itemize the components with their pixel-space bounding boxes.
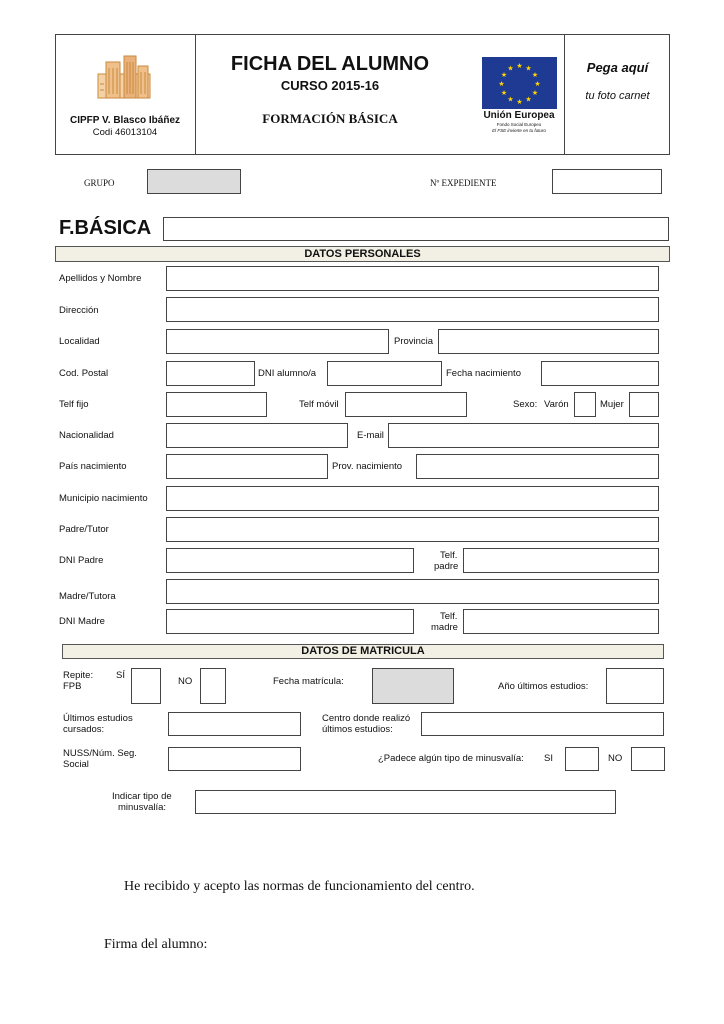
eu-flag-logo [482, 57, 557, 109]
grupo-label: GRUPO [84, 178, 115, 188]
telf-madre-label-2: madre [431, 622, 458, 633]
repite-si-checkbox[interactable] [131, 668, 161, 704]
provincia-label: Provincia [394, 336, 434, 347]
fecha-nacimiento-label: Fecha nacimiento [446, 368, 521, 379]
madre-tutora-label: Madre/Tutora [59, 591, 116, 602]
dni-padre-field[interactable] [166, 548, 414, 573]
fecha-matricula-label: Fecha matrícula: [273, 676, 344, 687]
minusvalia-label: ¿Padece algún tipo de minusvalía: [378, 753, 524, 764]
email-label: E-mail [357, 430, 384, 441]
provincia-field[interactable] [438, 329, 659, 354]
section-datos-personales: DATOS PERSONALES [55, 246, 670, 262]
cod-postal-field[interactable] [166, 361, 255, 386]
expediente-label: Nº EXPEDIENTE [430, 178, 497, 188]
telf-movil-field[interactable] [345, 392, 467, 417]
eu-name: Unión Europea [483, 110, 555, 121]
section-datos-matricula: DATOS DE MATRICULA [62, 644, 664, 659]
school-code: Codi 46013104 [92, 127, 158, 138]
municipio-nacimiento-field[interactable] [166, 486, 659, 511]
nuss-field[interactable] [168, 747, 301, 771]
dni-alumno-label: DNI alumno/a [258, 368, 317, 379]
repite-no-checkbox[interactable] [200, 668, 226, 704]
apellidos-label: Apellidos y Nombre [59, 273, 142, 284]
photo-instruction: Pega aquí [586, 60, 649, 75]
eu-fund: Fondo Social Europeo [496, 122, 542, 127]
anio-estudios-field[interactable] [606, 668, 664, 704]
dni-madre-field[interactable] [166, 609, 414, 634]
telf-madre-field[interactable] [463, 609, 659, 634]
eu-motto: El FSE invierte en tu futuro [492, 128, 546, 133]
telf-fijo-label: Telf fijo [59, 399, 89, 410]
email-field[interactable] [388, 423, 659, 448]
firma-alumno-label: Firma del alumno: [104, 937, 208, 952]
localidad-field[interactable] [166, 329, 389, 354]
nacionalidad-field[interactable] [166, 423, 348, 448]
prov-nacimiento-label: Prov. nacimiento [332, 461, 403, 472]
svg-text:★: ★ [531, 71, 539, 79]
fb-label: F.BÁSICA [59, 217, 152, 239]
tipo-minusvalia-field[interactable] [195, 790, 616, 814]
tipo-minusvalia-label-2: minusvalía: [118, 802, 167, 813]
fb-field[interactable] [163, 217, 669, 241]
nuss-label-2: Social [63, 759, 89, 770]
padre-tutor-field[interactable] [166, 517, 659, 542]
svg-text:★: ★ [531, 89, 539, 97]
school-name: CIPFP V. Blasco Ibáñez [69, 115, 181, 126]
dni-madre-label: DNI Madre [59, 616, 105, 627]
telf-padre-label-2: padre [434, 561, 459, 572]
school-building-logo [96, 54, 152, 100]
repite-si-label: SÍ [116, 670, 125, 681]
fecha-nacimiento-field[interactable] [541, 361, 659, 386]
telf-padre-label: Telf. [440, 550, 458, 561]
padre-tutor-label: Padre/Tutor [59, 524, 109, 535]
svg-text:★: ★ [525, 95, 532, 104]
telf-movil-label: Telf móvil [299, 399, 339, 410]
centro-estudios-label-2: últimos estudios: [322, 724, 393, 735]
dni-padre-label: DNI Padre [59, 555, 104, 566]
telf-madre-label: Telf. [440, 611, 458, 622]
svg-text:★: ★ [500, 71, 508, 79]
localidad-label: Localidad [59, 336, 100, 347]
svg-text:★: ★ [525, 64, 532, 73]
ultimos-estudios-label: Últimos estudios [63, 713, 133, 724]
grupo-field[interactable] [147, 169, 241, 194]
telf-padre-field[interactable] [463, 548, 659, 573]
course-year: CURSO 2015-16 [280, 78, 380, 93]
nuss-label: NUSS/Núm. Seg. [63, 748, 137, 759]
svg-text:★: ★ [500, 89, 508, 97]
minusvalia-no-checkbox[interactable] [631, 747, 665, 771]
pais-nacimiento-label: País nacimiento [59, 461, 127, 472]
acepto-normas-text: He recibido y acepto las normas de funcionamiento del centro. [124, 879, 475, 894]
repite-no-label: NO [178, 676, 193, 687]
form-title: FICHA DEL ALUMNO [230, 53, 430, 75]
sexo-label: Sexo: [513, 399, 538, 410]
madre-tutora-field[interactable] [166, 579, 659, 604]
mujer-label: Mujer [600, 399, 624, 410]
fecha-matricula-field[interactable] [372, 668, 454, 704]
ultimos-estudios-field[interactable] [168, 712, 301, 736]
expediente-field[interactable] [552, 169, 662, 194]
anio-estudios-label: Año últimos estudios: [498, 681, 589, 692]
apellidos-field[interactable] [166, 266, 659, 291]
centro-estudios-label: Centro donde realizó [322, 713, 411, 724]
telf-fijo-field[interactable] [166, 392, 267, 417]
centro-estudios-field[interactable] [421, 712, 664, 736]
minusvalia-no-label: NO [608, 753, 623, 764]
repite-label: Repite: [63, 670, 94, 681]
prov-nacimiento-field[interactable] [416, 454, 659, 479]
direccion-label: Dirección [59, 305, 99, 316]
svg-text:★: ★ [534, 80, 541, 88]
ultimos-estudios-label-2: cursados: [63, 724, 105, 735]
municipio-nacimiento-label: Municipio nacimiento [59, 493, 148, 504]
repite-fpb-label: FPB [63, 681, 82, 692]
varon-label: Varón [544, 399, 569, 410]
svg-text:★: ★ [507, 95, 514, 104]
mujer-checkbox[interactable] [629, 392, 659, 417]
svg-text:★: ★ [507, 64, 514, 73]
svg-text:★: ★ [516, 98, 523, 106]
pais-nacimiento-field[interactable] [166, 454, 328, 479]
svg-text:★: ★ [498, 80, 505, 88]
direccion-field[interactable] [166, 297, 659, 322]
minusvalia-si-checkbox[interactable] [565, 747, 599, 771]
program-name: FORMACIÓN BÁSICA [262, 111, 398, 126]
minusvalia-si-label: SI [544, 753, 553, 764]
svg-text:★: ★ [516, 62, 523, 70]
photo-instruction-sub: tu foto carnet [585, 90, 650, 102]
dni-alumno-field[interactable] [327, 361, 442, 386]
tipo-minusvalia-label: Indicar tipo de [112, 791, 172, 802]
cod-postal-label: Cod. Postal [59, 368, 109, 379]
nacionalidad-label: Nacionalidad [59, 430, 114, 441]
varon-checkbox[interactable] [574, 392, 596, 417]
